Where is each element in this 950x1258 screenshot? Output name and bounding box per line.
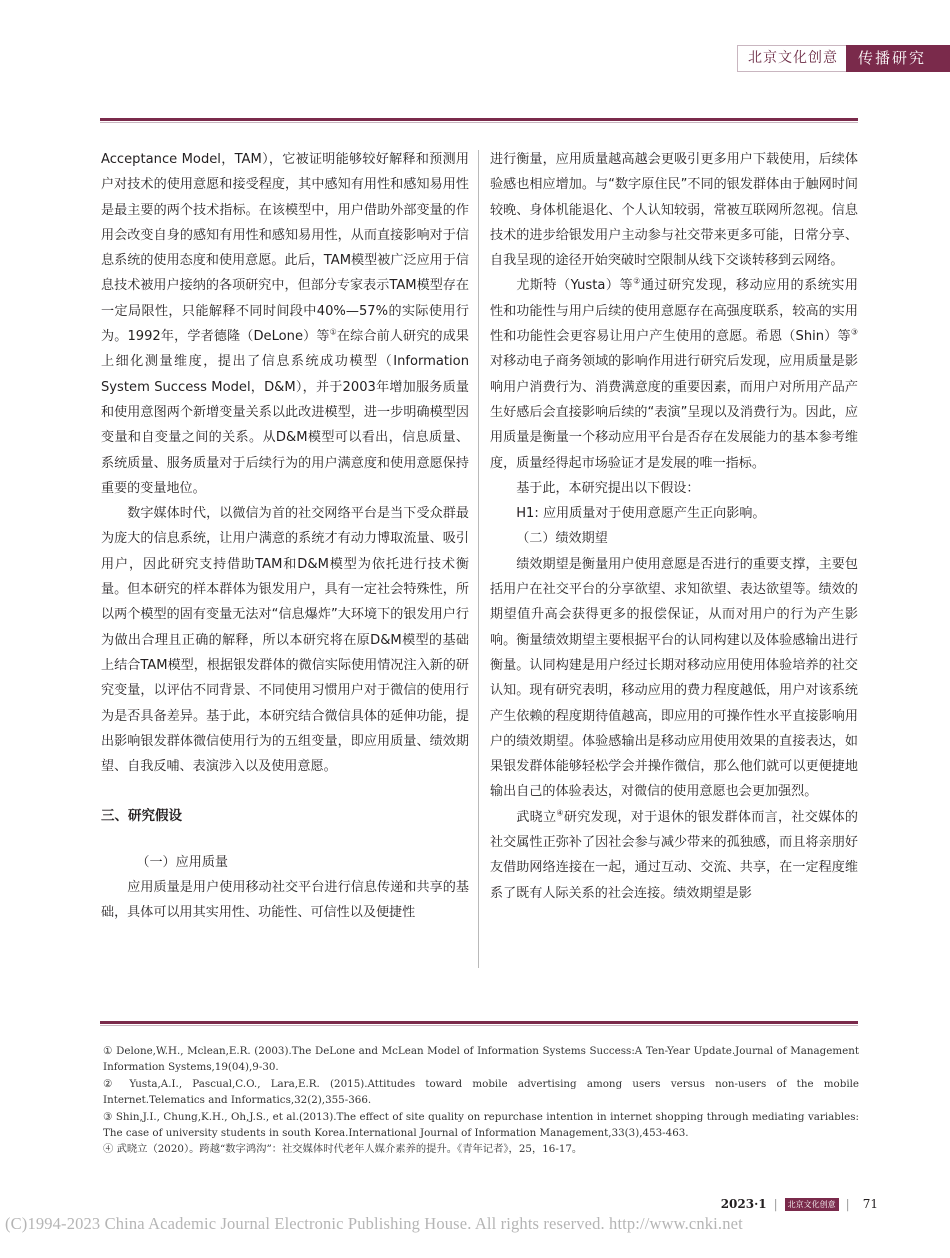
paragraph	[101, 147, 469, 501]
text: 尤斯特（Yusta）等	[516, 278, 634, 294]
copyright-watermark: (C)1994-2023 China Academic Journal Electronic Publishing House. All rights reserved. http://www.cnki.net	[5, 1214, 743, 1233]
paragraph: 数字媒体时代，以微信为首的社交网络平台是当下受众群最为庞大的信息系统，让用户满意的系统才有动力博取流量、吸引用户，因此研究支持借助TAM和D&M模型为依托进行技术衡量。但本研究的样本群体为银发用户，具有一定社会特殊性，所以两个模型的固有变量无法对“信息爆炸”大环境下的银发用户行为做出合理且正确的解释，所以本研究将在原D&M模型的基础上结合TAM模型，根据银发群体的微信实际使用情况注入新的研究变量，以评估不同背景、不同使用习惯用户对于微信的使用行为是否具备差异。基于此，本研究结合微信具体的延伸功能，提出影响银发群体微信使用行为的五组变量，即应用质量、绩效期望、自我反哺、表演涉入以及使用意愿。	[101, 506, 469, 775]
page-footer	[721, 1197, 878, 1211]
text: 在综合前人研究的成果上细化测量维度，提出了信息系统成功模型（Information System Success Model，D&M），并于2003年增加服务质量和使用意图两个新增变量关系以此改进模型，进一步明确模型因变量和自变量之间的关系。从D&M模型可以看出，信息质量、系统质量、服务质量对于后续行为的用户满意度和使用意愿保持重要的变量地位。	[101, 329, 470, 496]
right-column	[490, 147, 858, 906]
footnote: ② Yusta,A.I., Pascual,C.O., Lara,E.R. (2015).Attitudes toward mobile advertising among users versus non-users of the mobile Internet.Telematics and Informatics,32(2),355-366.	[103, 1077, 859, 1107]
left-column	[101, 147, 469, 926]
issue-number: 2023·1	[720, 1197, 767, 1211]
text: 研究发现，对于退休的银发群体而言，社交媒体的社交属性正弥补了因社会参与减少带来的孤独感，而且将亲朋好友借助网络连接在一起，通过互动、交流、共享，在一定程度维系了既有人际关系的社会连接。绩效期望是影	[490, 809, 859, 901]
text: 武晓立	[516, 809, 557, 825]
section-heading: 三、研究假设	[101, 808, 182, 825]
paragraph: 应用质量是用户使用移动社交平台进行信息传递和共享的基础，具体可以用其实用性、功能性、可信性以及便捷性	[101, 880, 469, 921]
paragraph: 基于此，本研究提出以下假设：	[516, 480, 700, 496]
journal-logo-tag: 北京文化创意	[785, 1198, 839, 1211]
footnote-ref[interactable]: ②	[633, 277, 641, 287]
paragraph	[490, 273, 858, 475]
footnotes	[103, 1043, 859, 1158]
footnote-ref[interactable]: ③	[850, 327, 858, 337]
text: Acceptance Model，TAM），它被证明能够较好解释和预测用户对技术的使用意愿和接受程度，其中感知有用性和感知易用性是最主要的两个技术指标。在该模型中，用户借助外部变量的作用会改变自身的感知有用性和感知易用性，从而直接影响对于信息系统的使用态度和使用意愿。此后，TAM模型被广泛应用于信息技术被用户接纳的各项研究中，但部分专家表示TAM模型存在一定局限性，只能解释不同时间段中40%—57%的实际使用行为。1992年，学者德隆（DeLone）等	[101, 152, 469, 345]
subsection-heading: （二）绩效期望	[516, 531, 608, 547]
hypothesis: H1: 应用质量对于使用意愿产生正向影响。	[516, 506, 766, 522]
footnote: ① Delone,W.H., Mclean,E.R. (2003).The DeLone and McLean Model of Information Systems Success:A Ten-Year Update.Journal of Management Information Systems,19(04),9-30.	[103, 1045, 859, 1074]
footnote-rule-thin	[100, 1025, 858, 1026]
subsection-heading: （一）应用质量	[136, 854, 229, 870]
footnote-ref[interactable]: ①	[329, 327, 337, 337]
paragraph: 绩效期望是衡量用户使用意愿是否进行的重要支撑，主要包括用户在社交平台的分享欲望、求知欲望、表达欲望等。绩效的期望值升高会获得更多的报偿保证，从而对用户的行为产生影响。衡量绩效期望主要根据平台的认同构建以及体验感输出进行衡量。认同构建是用户经过长期对移动应用使用体验培养的社交认知。现有研究表明，移动应用的费力程度越低，用户对该系统产生依赖的程度期待值越高，即应用的可操作性水平直接影响用户的绩效期望。体验感输出是移动应用使用效果的直接表达，如果银发群体能够轻松学会并操作微信，那么他们就可以更便捷地输出自己的体验表达，对微信的使用意愿也会更加强烈。	[490, 556, 858, 800]
footnote-ref[interactable]: ④	[556, 808, 564, 818]
running-header	[737, 46, 950, 71]
footer-separator: |	[845, 1197, 850, 1211]
paragraph	[490, 805, 858, 906]
column-divider	[478, 150, 479, 968]
page-number: 71	[862, 1197, 878, 1211]
footer-separator: |	[773, 1197, 778, 1211]
section-name: 传播研究	[846, 45, 950, 72]
top-rule-thin	[100, 122, 858, 123]
text: 通过研究发现，移动应用的系统实用性和功能性与用户后续的使用意愿存在高强度联系，较高的实用性和功能性会更容易让用户产生使用的意愿。希恩（Shin）等	[490, 278, 859, 345]
text: 对移动电子商务领域的影响作用进行研究后发现，应用质量是影响用户消费行为、消费满意度的重要因素，而用户对所用产品产生好感后会直接影响后续的“表演”呈现以及消费行为。因此，应用质量是衡量一个移动应用平台是否存在发展能力的基本参考维度，质量经得起市场验证才是发展的唯一指标。	[490, 354, 858, 471]
top-rule	[100, 118, 858, 121]
journal-name: 北京文化创意	[737, 45, 846, 72]
footnote: ③ Shin,J.I., Chung,K.H., Oh,J.S., et al.(2013).The effect of site quality on repurchase intention in internet shopping through mediating variables: The case of university students in south Korea.International Journal of Information Management,33(3),453-463.	[103, 1110, 859, 1140]
footnote-rule	[100, 1021, 858, 1024]
paragraph: 进行衡量，应用质量越高越会更吸引更多用户下载使用，后续体验感也相应增加。与“数字原住民”不同的银发群体由于触网时间较晚、身体机能退化、个人认知较弱，常被互联网所忽视。信息技术的进步给银发用户主动参与社交带来更多可能，日常分享、自我呈现的途径开始突破时空限制从线下交谈转移到云网络。	[490, 152, 858, 269]
footnote: ④ 武晓立（2020）。跨越“数字鸿沟”：社交媒体时代老年人媒介素养的提升。《青年记者》，25，16-17。	[103, 1143, 583, 1156]
